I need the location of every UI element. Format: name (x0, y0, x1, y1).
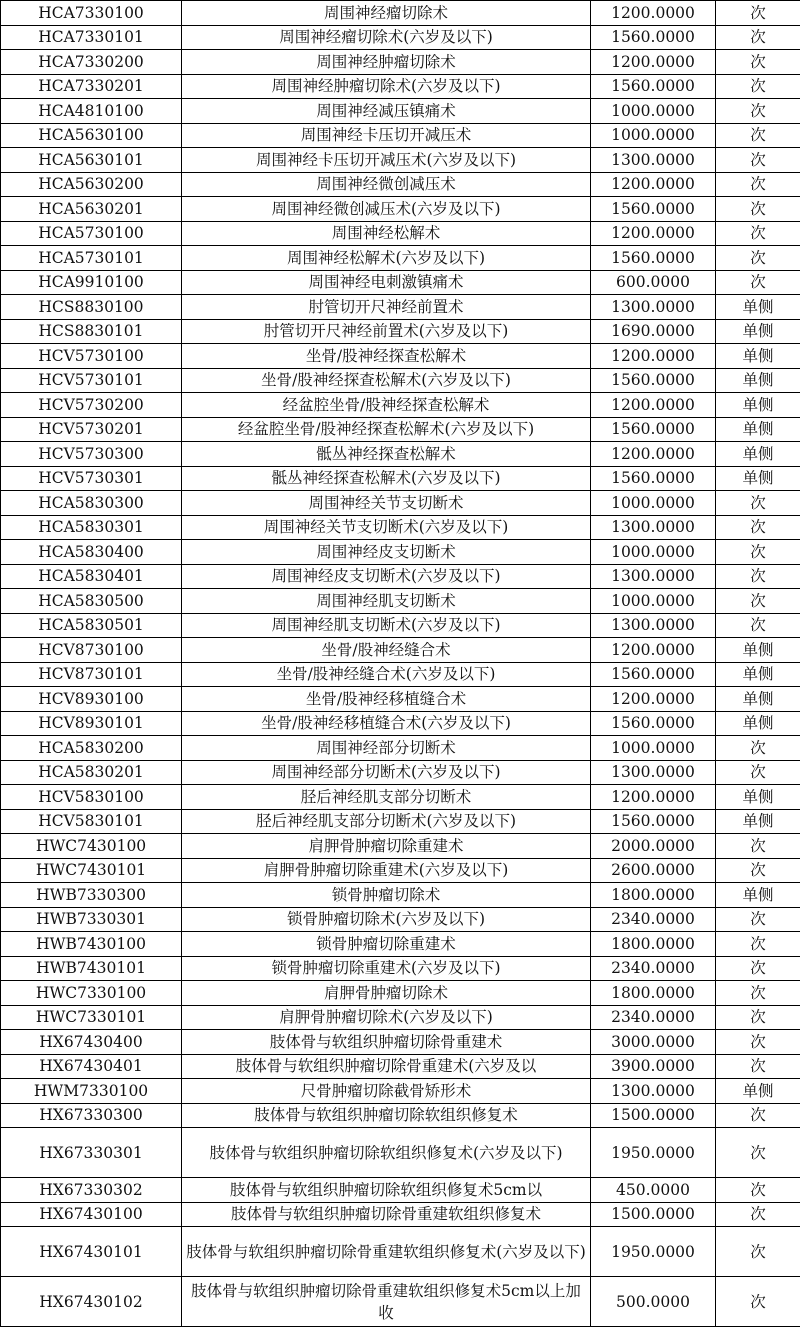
item-name-cell: 周围神经减压镇痛术 (182, 99, 591, 124)
price-cell: 1560.0000 (591, 368, 716, 393)
unit-cell: 次 (716, 1054, 800, 1079)
item-name-cell: 骶丛神经探查松解术(六岁及以下) (182, 466, 591, 491)
table-row (1, 295, 800, 320)
item-code-cell: HWB7430100 (1, 932, 182, 957)
unit-cell: 单侧 (716, 638, 800, 663)
unit-cell: 次 (716, 123, 800, 148)
item-code-cell: HX67330302 (1, 1178, 182, 1203)
item-name-cell: 肢体骨与软组织肿瘤切除骨重建软组织修复术5cm以上加收 (182, 1277, 591, 1327)
item-code-cell: HCA5630200 (1, 172, 182, 197)
price-cell: 1000.0000 (591, 540, 716, 565)
item-name-cell: 周围神经微创减压术(六岁及以下) (182, 197, 591, 222)
price-cell: 1500.0000 (591, 1202, 716, 1227)
price-cell: 1690.0000 (591, 319, 716, 344)
item-code-cell: HCV8930100 (1, 687, 182, 712)
item-name-cell: 坐骨/股神经缝合术 (182, 638, 591, 663)
unit-cell: 次 (716, 1178, 800, 1203)
table-row (1, 393, 800, 418)
item-code-cell: HCV5830101 (1, 809, 182, 834)
item-code-cell: HCA5630101 (1, 148, 182, 173)
item-code-cell: HCV8730101 (1, 662, 182, 687)
item-code-cell: HWB7330301 (1, 907, 182, 932)
item-name-cell: 肢体骨与软组织肿瘤切除软组织修复术5cm以 (182, 1178, 591, 1203)
item-name-cell: 周围神经瘤切除术 (182, 1, 591, 26)
table-row (1, 907, 800, 932)
table-row (1, 883, 800, 908)
unit-cell: 次 (716, 1202, 800, 1227)
table-row (1, 834, 800, 859)
item-name-cell: 肩胛骨肿瘤切除术(六岁及以下) (182, 1005, 591, 1030)
table-row (1, 638, 800, 663)
item-name-cell: 肢体骨与软组织肿瘤切除软组织修复术 (182, 1103, 591, 1128)
table-row (1, 858, 800, 883)
unit-cell: 次 (716, 956, 800, 981)
unit-cell: 单侧 (716, 344, 800, 369)
table-row (1, 711, 800, 736)
item-name-cell: 经盆腔坐骨/股神经探查松解术(六岁及以下) (182, 417, 591, 442)
item-code-cell: HCA5730101 (1, 246, 182, 271)
table-row (1, 1054, 800, 1079)
unit-cell: 次 (716, 221, 800, 246)
unit-cell: 次 (716, 981, 800, 1006)
price-cell: 1800.0000 (591, 981, 716, 1006)
table-row (1, 99, 800, 124)
price-cell: 1800.0000 (591, 932, 716, 957)
item-code-cell: HWB7330300 (1, 883, 182, 908)
unit-cell: 次 (716, 760, 800, 785)
item-code-cell: HCA5630201 (1, 197, 182, 222)
item-code-cell: HCA7330201 (1, 74, 182, 99)
unit-cell: 次 (716, 736, 800, 761)
unit-cell: 次 (716, 1005, 800, 1030)
price-cell: 1200.0000 (591, 442, 716, 467)
item-code-cell: HCV5730301 (1, 466, 182, 491)
table-row (1, 246, 800, 271)
item-name-cell: 坐骨/股神经探查松解术(六岁及以下) (182, 368, 591, 393)
unit-cell: 次 (716, 613, 800, 638)
item-name-cell: 锁骨肿瘤切除重建术 (182, 932, 591, 957)
item-name-cell: 尺骨肿瘤切除截骨矫形术 (182, 1079, 591, 1104)
unit-cell: 单侧 (716, 368, 800, 393)
price-cell: 1300.0000 (591, 760, 716, 785)
item-name-cell: 周围神经皮支切断术 (182, 540, 591, 565)
item-name-cell: 周围神经卡压切开减压术 (182, 123, 591, 148)
item-code-cell: HCV5730100 (1, 344, 182, 369)
table-row (1, 809, 800, 834)
unit-cell: 次 (716, 74, 800, 99)
item-code-cell: HCA7330200 (1, 50, 182, 75)
table-row (1, 1, 800, 26)
item-code-cell: HWC7330100 (1, 981, 182, 1006)
item-name-cell: 周围神经松解术(六岁及以下) (182, 246, 591, 271)
price-cell: 3900.0000 (591, 1054, 716, 1079)
table-row (1, 932, 800, 957)
item-code-cell: HCS8830101 (1, 319, 182, 344)
table-row (1, 74, 800, 99)
price-cell: 1200.0000 (591, 638, 716, 663)
price-cell: 1200.0000 (591, 344, 716, 369)
unit-cell: 单侧 (716, 466, 800, 491)
price-cell: 1560.0000 (591, 809, 716, 834)
table-row (1, 1005, 800, 1030)
item-name-cell: 锁骨肿瘤切除术(六岁及以下) (182, 907, 591, 932)
item-name-cell: 锁骨肿瘤切除术 (182, 883, 591, 908)
table-row (1, 1079, 800, 1104)
price-cell: 1300.0000 (591, 295, 716, 320)
unit-cell: 单侧 (716, 295, 800, 320)
table-row (1, 417, 800, 442)
item-name-cell: 肢体骨与软组织肿瘤切除骨重建术(六岁及以 (182, 1054, 591, 1079)
item-name-cell: 坐骨/股神经移植缝合术(六岁及以下) (182, 711, 591, 736)
price-cell: 1560.0000 (591, 25, 716, 50)
unit-cell: 单侧 (716, 785, 800, 810)
item-name-cell: 肩胛骨肿瘤切除术 (182, 981, 591, 1006)
table-row (1, 466, 800, 491)
unit-cell: 单侧 (716, 711, 800, 736)
unit-cell: 单侧 (716, 319, 800, 344)
item-name-cell: 周围神经卡压切开减压术(六岁及以下) (182, 148, 591, 173)
table-row (1, 123, 800, 148)
price-cell: 1200.0000 (591, 50, 716, 75)
item-code-cell: HCA9910100 (1, 270, 182, 295)
table-row (1, 1227, 800, 1277)
unit-cell: 次 (716, 1277, 800, 1327)
unit-cell: 单侧 (716, 393, 800, 418)
table-row (1, 50, 800, 75)
unit-cell: 次 (716, 540, 800, 565)
item-name-cell: 周围神经部分切断术 (182, 736, 591, 761)
unit-cell: 次 (716, 1103, 800, 1128)
table-row (1, 564, 800, 589)
item-name-cell: 骶丛神经探查松解术 (182, 442, 591, 467)
item-name-cell: 胫后神经肌支部分切断术 (182, 785, 591, 810)
item-name-cell: 周围神经肌支切断术 (182, 589, 591, 614)
price-cell: 1300.0000 (591, 613, 716, 638)
item-code-cell: HX67430400 (1, 1030, 182, 1055)
item-name-cell: 周围神经肿瘤切除术 (182, 50, 591, 75)
price-cell: 1560.0000 (591, 466, 716, 491)
item-code-cell: HCA5830301 (1, 515, 182, 540)
price-cell: 1560.0000 (591, 197, 716, 222)
price-cell: 2340.0000 (591, 956, 716, 981)
item-code-cell: HX67430102 (1, 1277, 182, 1327)
item-name-cell: 肩胛骨肿瘤切除重建术 (182, 834, 591, 859)
item-name-cell: 坐骨/股神经缝合术(六岁及以下) (182, 662, 591, 687)
price-cell: 2340.0000 (591, 1005, 716, 1030)
item-code-cell: HX67430401 (1, 1054, 182, 1079)
item-code-cell: HCA5830200 (1, 736, 182, 761)
item-name-cell: 周围神经部分切断术(六岁及以下) (182, 760, 591, 785)
table-row (1, 662, 800, 687)
price-cell: 2600.0000 (591, 858, 716, 883)
price-cell: 1000.0000 (591, 736, 716, 761)
price-cell: 600.0000 (591, 270, 716, 295)
table-row (1, 491, 800, 516)
price-cell: 1200.0000 (591, 1, 716, 26)
unit-cell: 次 (716, 564, 800, 589)
item-code-cell: HCV5730300 (1, 442, 182, 467)
item-name-cell: 周围神经关节支切断术(六岁及以下) (182, 515, 591, 540)
item-code-cell: HWM7330100 (1, 1079, 182, 1104)
table-row (1, 760, 800, 785)
unit-cell: 次 (716, 270, 800, 295)
item-name-cell: 坐骨/股神经移植缝合术 (182, 687, 591, 712)
table-row (1, 148, 800, 173)
item-name-cell: 肢体骨与软组织肿瘤切除骨重建术 (182, 1030, 591, 1055)
price-cell: 1200.0000 (591, 221, 716, 246)
item-name-cell: 锁骨肿瘤切除重建术(六岁及以下) (182, 956, 591, 981)
unit-cell: 次 (716, 834, 800, 859)
table-row (1, 515, 800, 540)
price-cell: 1560.0000 (591, 662, 716, 687)
price-cell: 1300.0000 (591, 148, 716, 173)
table-row (1, 221, 800, 246)
item-name-cell: 经盆腔坐骨/股神经探查松解术 (182, 393, 591, 418)
price-cell: 1200.0000 (591, 172, 716, 197)
table-row (1, 1178, 800, 1203)
price-cell: 1000.0000 (591, 589, 716, 614)
price-cell: 1200.0000 (591, 687, 716, 712)
price-cell: 1950.0000 (591, 1128, 716, 1178)
unit-cell: 单侧 (716, 809, 800, 834)
price-cell: 1200.0000 (591, 785, 716, 810)
price-cell: 2000.0000 (591, 834, 716, 859)
unit-cell: 次 (716, 148, 800, 173)
item-name-cell: 周围神经瘤切除术(六岁及以下) (182, 25, 591, 50)
unit-cell: 次 (716, 25, 800, 50)
unit-cell: 单侧 (716, 883, 800, 908)
item-code-cell: HCA5830501 (1, 613, 182, 638)
item-code-cell: HCA7330100 (1, 1, 182, 26)
price-cell: 1560.0000 (591, 417, 716, 442)
table-row (1, 1030, 800, 1055)
item-name-cell: 肢体骨与软组织肿瘤切除软组织修复术(六岁及以下) (182, 1128, 591, 1178)
item-code-cell: HCV5830100 (1, 785, 182, 810)
table-row (1, 613, 800, 638)
price-cell: 500.0000 (591, 1277, 716, 1327)
unit-cell: 单侧 (716, 442, 800, 467)
unit-cell: 次 (716, 589, 800, 614)
price-cell: 1300.0000 (591, 564, 716, 589)
item-code-cell: HWC7430100 (1, 834, 182, 859)
table-row (1, 442, 800, 467)
item-name-cell: 肘管切开尺神经前置术(六岁及以下) (182, 319, 591, 344)
item-name-cell: 周围神经关节支切断术 (182, 491, 591, 516)
unit-cell: 次 (716, 491, 800, 516)
item-code-cell: HCS8830100 (1, 295, 182, 320)
unit-cell: 次 (716, 50, 800, 75)
unit-cell: 次 (716, 515, 800, 540)
table-row (1, 687, 800, 712)
price-cell: 1300.0000 (591, 1079, 716, 1104)
item-code-cell: HCV8930101 (1, 711, 182, 736)
table-row (1, 1202, 800, 1227)
item-name-cell: 周围神经松解术 (182, 221, 591, 246)
unit-cell: 次 (716, 1, 800, 26)
table-row (1, 1128, 800, 1178)
unit-cell: 次 (716, 99, 800, 124)
item-name-cell: 胫后神经肌支部分切断术(六岁及以下) (182, 809, 591, 834)
unit-cell: 单侧 (716, 1079, 800, 1104)
item-code-cell: HCV5730201 (1, 417, 182, 442)
item-name-cell: 肘管切开尺神经前置术 (182, 295, 591, 320)
item-name-cell: 肢体骨与软组织肿瘤切除骨重建软组织修复术 (182, 1202, 591, 1227)
price-cell: 1300.0000 (591, 515, 716, 540)
price-cell: 1500.0000 (591, 1103, 716, 1128)
item-code-cell: HCA5830500 (1, 589, 182, 614)
price-cell: 3000.0000 (591, 1030, 716, 1055)
price-cell: 1950.0000 (591, 1227, 716, 1277)
item-code-cell: HX67430100 (1, 1202, 182, 1227)
item-name-cell: 周围神经肿瘤切除术(六岁及以下) (182, 74, 591, 99)
table-row (1, 981, 800, 1006)
unit-cell: 单侧 (716, 417, 800, 442)
item-code-cell: HX67330300 (1, 1103, 182, 1128)
item-code-cell: HX67430101 (1, 1227, 182, 1277)
unit-cell: 次 (716, 907, 800, 932)
item-name-cell: 周围神经肌支切断术(六岁及以下) (182, 613, 591, 638)
item-name-cell: 周围神经微创减压术 (182, 172, 591, 197)
item-code-cell: HCA7330101 (1, 25, 182, 50)
unit-cell: 次 (716, 1128, 800, 1178)
item-code-cell: HCV8730100 (1, 638, 182, 663)
price-cell: 1000.0000 (591, 99, 716, 124)
item-name-cell: 坐骨/股神经探查松解术 (182, 344, 591, 369)
unit-cell: 次 (716, 1030, 800, 1055)
table-row (1, 319, 800, 344)
table-row (1, 270, 800, 295)
table-row (1, 736, 800, 761)
item-code-cell: HCA4810100 (1, 99, 182, 124)
item-code-cell: HCA5830400 (1, 540, 182, 565)
item-code-cell: HCA5730100 (1, 221, 182, 246)
price-cell: 1200.0000 (591, 393, 716, 418)
table-row (1, 589, 800, 614)
unit-cell: 次 (716, 858, 800, 883)
item-code-cell: HCA5830201 (1, 760, 182, 785)
price-cell: 1000.0000 (591, 491, 716, 516)
table-row (1, 25, 800, 50)
table-row (1, 956, 800, 981)
unit-cell: 次 (716, 246, 800, 271)
item-name-cell: 周围神经电刺激镇痛术 (182, 270, 591, 295)
unit-cell: 次 (716, 172, 800, 197)
table-row (1, 172, 800, 197)
unit-cell: 单侧 (716, 687, 800, 712)
item-code-cell: HCA5830401 (1, 564, 182, 589)
unit-cell: 次 (716, 1227, 800, 1277)
price-cell: 1560.0000 (591, 74, 716, 99)
item-name-cell: 周围神经皮支切断术(六岁及以下) (182, 564, 591, 589)
item-name-cell: 肢体骨与软组织肿瘤切除骨重建软组织修复术(六岁及以下) (182, 1227, 591, 1277)
item-code-cell: HCA5830300 (1, 491, 182, 516)
unit-cell: 次 (716, 932, 800, 957)
unit-cell: 次 (716, 197, 800, 222)
fee-table-body (1, 1, 800, 1327)
unit-cell: 单侧 (716, 662, 800, 687)
price-cell: 1800.0000 (591, 883, 716, 908)
item-code-cell: HCV5730200 (1, 393, 182, 418)
price-cell: 450.0000 (591, 1178, 716, 1203)
item-code-cell: HCV5730101 (1, 368, 182, 393)
table-row (1, 1103, 800, 1128)
price-cell: 2340.0000 (591, 907, 716, 932)
table-row (1, 1277, 800, 1327)
table-row (1, 368, 800, 393)
item-code-cell: HWC7430101 (1, 858, 182, 883)
item-code-cell: HWC7330101 (1, 1005, 182, 1030)
item-name-cell: 肩胛骨肿瘤切除重建术(六岁及以下) (182, 858, 591, 883)
item-code-cell: HWB7430101 (1, 956, 182, 981)
table-row (1, 197, 800, 222)
price-cell: 1560.0000 (591, 711, 716, 736)
price-cell: 1560.0000 (591, 246, 716, 271)
item-code-cell: HCA5630100 (1, 123, 182, 148)
price-cell: 1000.0000 (591, 123, 716, 148)
table-row (1, 540, 800, 565)
table-row (1, 785, 800, 810)
item-code-cell: HX67330301 (1, 1128, 182, 1178)
table-row (1, 344, 800, 369)
